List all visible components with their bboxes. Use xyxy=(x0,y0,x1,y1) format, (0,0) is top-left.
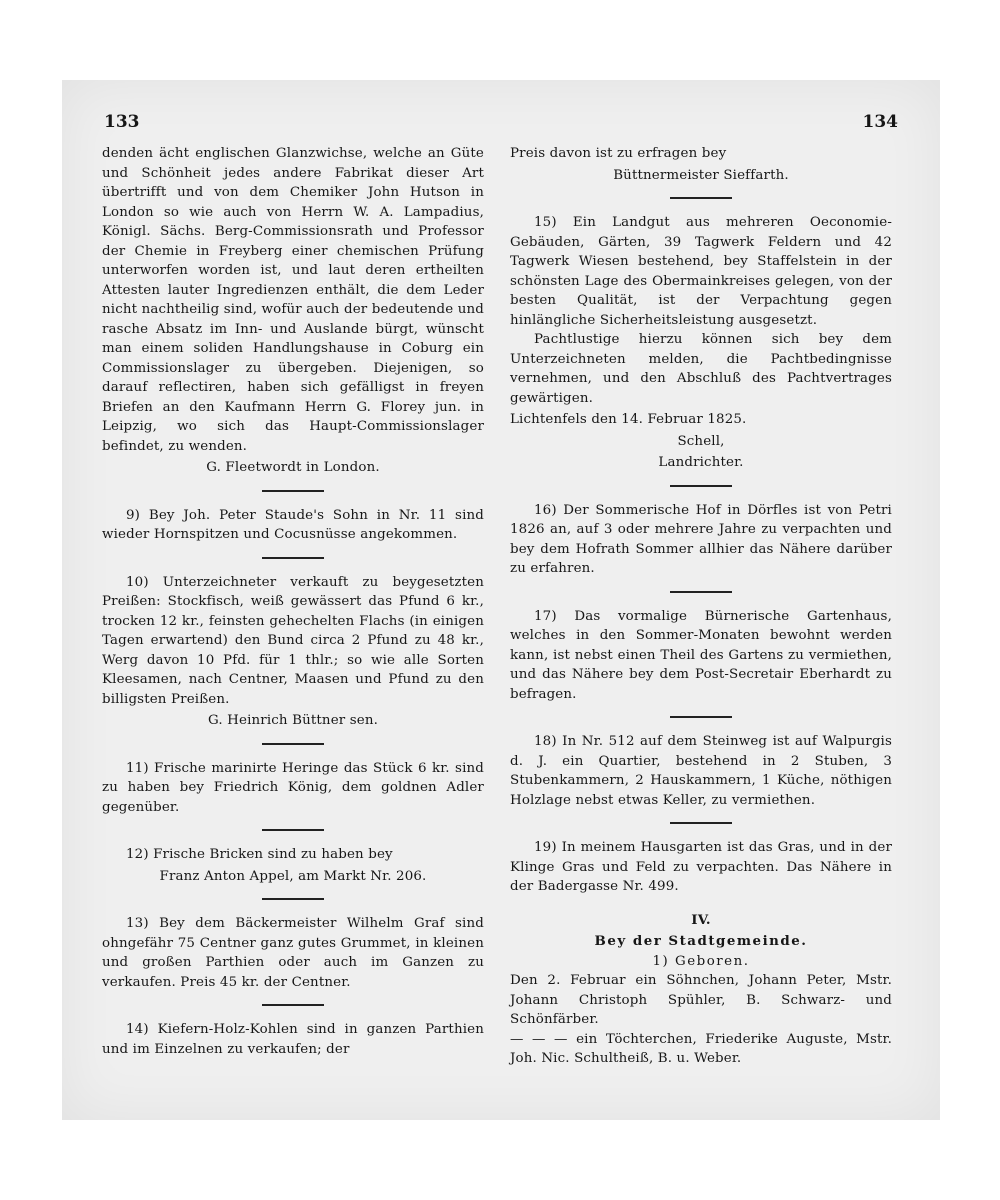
notice-18: 18) In Nr. 512 auf dem Steinweg ist auf Walpurgis d. J. ein Quartier, bestehend in 2 Stuben, 3 Stubenkammern, 2 Hauskammern, 1 Küche, nöthigen Holzlage nebst etwas Keller, zu vermiethen. xyxy=(510,734,892,808)
section-number: IV. xyxy=(691,911,711,928)
separator-rule xyxy=(670,716,732,718)
notice-signature: Franz Anton Appel, am Markt Nr. 206. xyxy=(159,868,427,884)
separator-rule xyxy=(262,829,324,831)
separator-rule xyxy=(670,822,732,824)
right-column xyxy=(510,144,892,1069)
notice-10: 10) Unterzeichneter verkauft zu beygesetzten Preißen: Stockfisch, weiß gewässert das Pfund 6 kr., trocken 12 kr., feinsten gehechelten Flachs (in einigen Tagen erwartend) den Bund circa 2 Pfund zu 48 kr., Werg davon 10 Pfd. für 1 thlr.; so wie alle Sorten Kleesamen, nach Centner, Maasen und Pfund zu den billigsten Preißen. xyxy=(102,574,484,707)
notice-17: 17) Das vormalige Bürnerische Gartenhaus, welches in den Sommer-Monaten bewohnt werden kann, ist nebst einen Theil des Gartens zu vermiethen, und das Nähere bey dem Post-Secretair Eberhardt zu befragen. xyxy=(510,608,892,702)
notice-15-dateline: Lichtenfels den 14. Februar 1825. xyxy=(510,412,747,427)
page-number-right: 134 xyxy=(862,112,898,132)
birth-record: — — — ein Töchterchen, Friederike Auguste, Mstr. Joh. Nic. Schultheiß, B. u. Weber. xyxy=(510,1031,892,1066)
scanned-page-spread xyxy=(62,80,940,1120)
notice-15: 15) Ein Landgut aus mehreren Oeconomie-Gebäuden, Gärten, 39 Tagwerk Feldern und 42 Tagwerk Wiesen bestehend, bey Staffelstein in der schönsten Lage des Obermainkreises gelegen, von der besten Qualität, ist der Verpachtung gegen hinlängliche Sicherheitsleistung ausgesetzt. xyxy=(510,215,892,328)
separator-rule xyxy=(670,591,732,593)
notice-14: 14) Kiefern-Holz-Kohlen sind in ganzen Parthien und im Einzelnen zu verkaufen; der xyxy=(102,1022,484,1057)
separator-rule xyxy=(262,743,324,745)
notice-15-signature-name: Schell, xyxy=(677,433,725,449)
separator-rule xyxy=(262,898,324,900)
separator-rule xyxy=(670,485,732,487)
separator-rule xyxy=(262,557,324,559)
notice-13: 13) Bey dem Bäckermeister Wilhelm Graf sind ohngefähr 75 Centner ganz gutes Grummet, in kleinen und großen Parthien oder auch im Ganzen zu verkaufen. Preis 45 kr. der Centner. xyxy=(102,916,484,990)
notice-9: 9) Bey Joh. Peter Staude's Sohn in Nr. 11 sind wieder Hornspitzen und Cocusnüsse angekommen. xyxy=(102,507,484,542)
notice-15-terms: Pachtlustige hierzu können sich bey dem Unterzeichneten melden, die Pachtbedingnisse vernehmen, und den Abschluß des Pachtvertrages gewärtigen. xyxy=(510,332,892,406)
notice-signature: G. Fleetwordt in London. xyxy=(206,460,380,475)
notice-12: 12) Frische Bricken sind zu haben bey xyxy=(126,847,393,862)
notice-15-signature-title: Landrichter. xyxy=(658,455,744,470)
section-subtitle: 1) Geboren. xyxy=(652,953,750,969)
separator-rule xyxy=(670,197,732,199)
notice-11: 11) Frische marinirte Heringe das Stück 6 kr. sind zu haben bey Friedrich König, dem goldnen Adler gegenüber. xyxy=(102,760,484,815)
section-title: Bey der Stadtgemeinde. xyxy=(594,933,808,949)
notice-signature: G. Heinrich Büttner sen. xyxy=(207,713,378,728)
notice-19: 19) In meinem Hausgarten ist das Gras, und in der Klinge Gras und Feld zu verpachten. Das Nähere in der Badergasse Nr. 499. xyxy=(510,840,892,894)
page-number-left: 133 xyxy=(104,112,140,132)
notice-glanzwichse: denden ächt englischen Glanzwichse, welche an Güte und Schönheit jedes andere Fabrikat dieser Art übertrifft und von dem Chemiker John Hutson in London so wie auch von Herrn W. A. Lampadius, Königl. Sächs. Berg-Commissionsrath und Professor der Chemie in Freyberg einer chemischen Prüfung unterworfen worden ist, und laut deren ertheilten Attesten lauter Ingredienzen enthält, die dem Leder nicht nachtheilig sind, wofür auch der bedeutende und rasche Absatz im Inn- und Auslande bürgt, wünscht man einem soliden Handlungshause in Coburg ein Commissionslager zu übergeben. Diejenigen, so darauf reflectiren, haben sich gefälligst in freyen Briefen an den Kaufmann Herrn G. Florey jun. in Leipzig, wo sich das Haupt-Commissionslager befindet, zu wenden. xyxy=(102,146,484,454)
separator-rule xyxy=(262,1004,324,1006)
left-column xyxy=(102,144,484,1059)
separator-rule xyxy=(262,490,324,492)
birth-record: Den 2. Februar ein Söhnchen, Johann Peter, Mstr. Johann Christoph Spühler, B. Schwarz- und Schönfärber. xyxy=(510,973,892,1027)
notice-14-continuation: Preis davon ist zu erfragen bey xyxy=(510,146,727,161)
notice-signature: Büttnermeister Sieffarth. xyxy=(613,167,789,183)
notice-16: 16) Der Sommerische Hof in Dörfles ist von Petri 1826 an, auf 3 oder mehrere Jahre zu verpachten und bey dem Hofrath Sommer allhier das Nähere darüber zu erfahren. xyxy=(510,502,892,576)
